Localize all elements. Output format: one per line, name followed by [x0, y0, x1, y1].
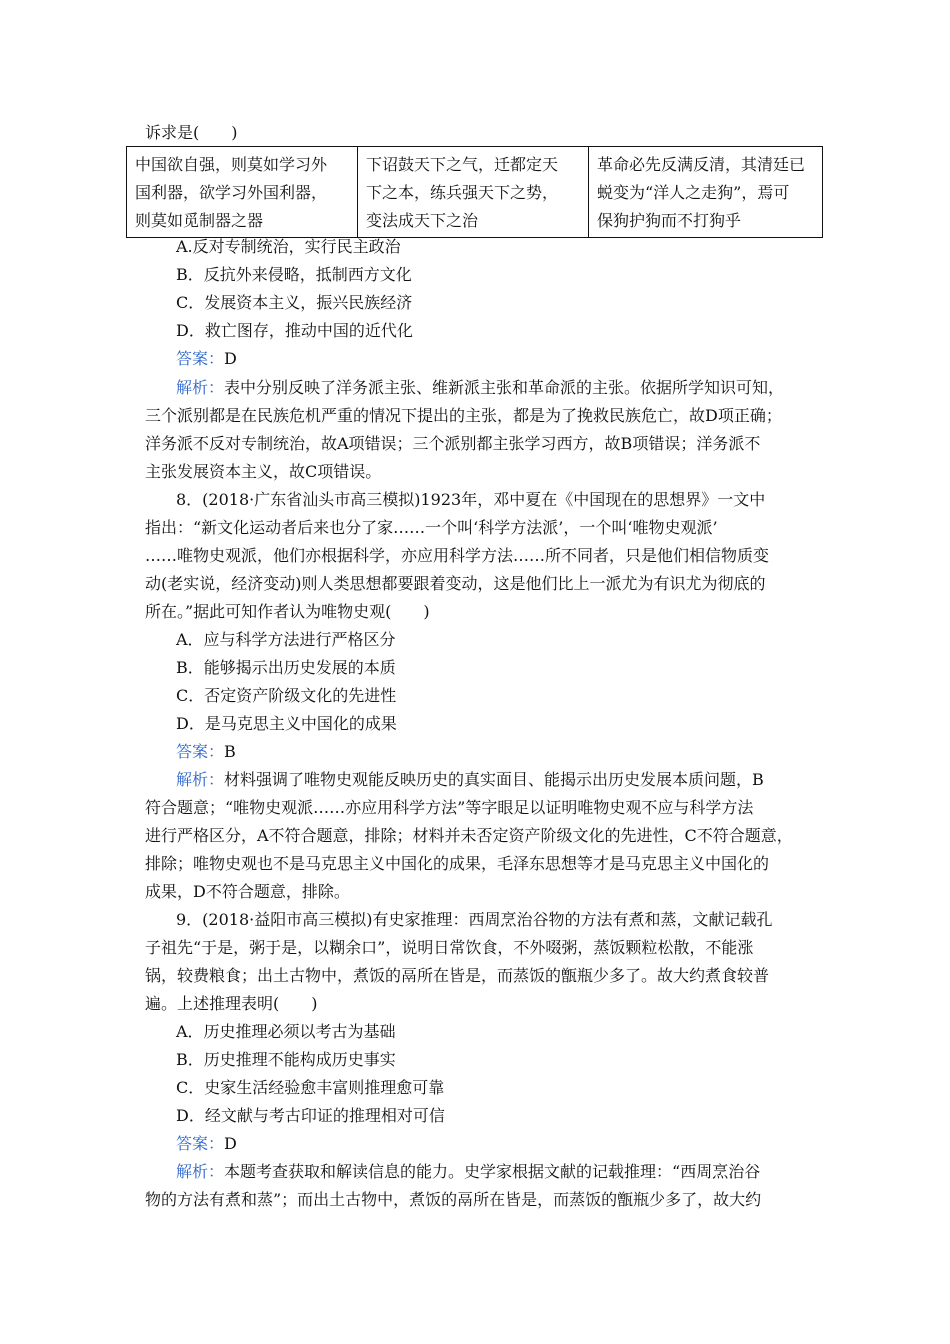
q9-analysis-line: 物的方法有煮和蒸”；而出土古物中，煮饭的鬲所在皆是，而蒸饭的甑瓶少多了，故大约: [145, 1190, 762, 1209]
q8-analysis-line: [176, 770, 764, 792]
q8-option-a: A．应与科学方法进行严格区分: [176, 630, 396, 649]
q8-stem-line: ……唯物史观派，他们亦根据科学，亦应用科学方法……所不同者，只是他们相信物质变: [145, 546, 770, 565]
q8-option-d: D．是马克思主义中国化的成果: [176, 714, 397, 733]
analysis-label: 解析：: [176, 1162, 225, 1181]
q7-option-a: A.反对专制统治，实行民主政治: [176, 237, 401, 256]
q9-option-c: C．史家生活经验愈丰富则推理愈可靠: [176, 1078, 445, 1097]
q9-stem-line: 子祖先“于是，粥于是，以糊余口”，说明日常饮食，不外啜粥，蒸饭颗粒松散，不能涨: [145, 938, 754, 957]
q9-option-d: D．经文献与考古印证的推理相对可信: [176, 1106, 445, 1125]
table-cell-yangwu: [127, 147, 358, 238]
q9-stem-line: 9．(2018·益阳市高三模拟)有史家推理：西周烹治谷物的方法有煮和蒸，文献记载孔: [176, 910, 773, 929]
q7-stem-tail: 诉求是( ): [145, 123, 238, 142]
cell-line: 下诏鼓天下之气，迁都定天: [366, 155, 559, 174]
q9-option-a: A．历史推理必须以考古为基础: [176, 1022, 396, 1041]
answer-label: 答案：: [176, 1134, 225, 1153]
q7-analysis-line: 三个派别都是在民族危机严重的情况下提出的主张，都是为了挽救民族危亡，故D项正确；: [145, 406, 782, 425]
cell-line: 则莫如觅制器之器: [135, 211, 264, 230]
q8-stem-line: 动(老实说，经济变动)则人类思想都要跟着变动，这是他们比上一派尤为有识尤为彻底的: [145, 574, 766, 593]
table-cell-geming: [589, 147, 823, 238]
q9-option-b: B．历史推理不能构成历史事实: [176, 1050, 396, 1069]
q8-analysis-line: 排除；唯物史观也不是马克思主义中国化的成果，毛泽东思想等才是马克思主义中国化的: [145, 854, 770, 873]
cell-line: 保狗护狗而不打狗乎: [597, 211, 742, 230]
analysis-text: 本题考查获取和解读信息的能力。史学家根据文献的记载推理：“西周烹治谷: [224, 1162, 761, 1181]
analysis-text: 材料强调了唯物史观能反映历史的真实面目、能揭示出历史发展本质问题，B: [224, 770, 764, 789]
q9-analysis-line: [176, 1162, 760, 1184]
cell-line: 蜕变为“洋人之走狗”，焉可: [597, 183, 790, 202]
answer-value: B: [224, 742, 236, 761]
q7-option-d: D．救亡图存，推动中国的近代化: [176, 321, 413, 340]
q8-stem-line: 所在。”据此可知作者认为唯物史观( ): [145, 602, 430, 621]
q7-analysis-line: 洋务派不反对专制统治，故A项错误；三个派别都主张学习西方，故B项错误；洋务派不: [145, 434, 761, 453]
q8-analysis-line: 成果，D不符合题意，排除。: [145, 882, 350, 901]
q8-stem-line: 指出：“新文化运动者后来也分了家……一个叫‘科学方法派’，一个叫‘唯物史观派’: [145, 518, 718, 537]
q7-analysis-line: 主张发展资本主义，故C项错误。: [145, 462, 382, 481]
answer-label: 答案：: [176, 742, 225, 761]
analysis-label: 解析：: [176, 378, 225, 397]
q8-analysis-line: 进行严格区分，A不符合题意，排除；材料并未否定资产阶级文化的先进性，C不符合题意，: [145, 826, 793, 845]
q7-answer: [176, 349, 237, 371]
q9-stem-line: 遍。上述推理表明( ): [145, 994, 318, 1013]
analysis-label: 解析：: [176, 770, 225, 789]
cell-line: 革命必先反满反清，其清廷已: [597, 155, 806, 174]
q7-option-b: B．反抗外来侵略，抵制西方文化: [176, 265, 412, 284]
table-cell-weixin: [358, 147, 589, 238]
q8-option-c: C．否定资产阶级文化的先进性: [176, 686, 397, 705]
cell-line: 变法成天下之治: [366, 211, 479, 230]
q8-option-b: B．能够揭示出历史发展的本质: [176, 658, 396, 677]
cell-line: 下之本，练兵强天下之势，: [366, 183, 559, 202]
q9-stem-line: 锅，较费粮食；出土古物中，煮饭的鬲所在皆是，而蒸饭的甑瓶少多了。故大约煮食较普: [145, 966, 770, 985]
cell-line: 中国欲自强，则莫如学习外: [135, 155, 328, 174]
cell-line: 国利器，欲学习外国利器，: [135, 183, 328, 202]
q8-stem-line: 8．(2018·广东省汕头市高三模拟)1923年，邓中夏在《中国现在的思想界》一文中: [176, 490, 766, 509]
answer-value: D: [224, 349, 237, 368]
q7-analysis-line: [176, 378, 784, 400]
answer-label: 答案：: [176, 349, 225, 368]
q7-option-c: C．发展资本主义，振兴民族经济: [176, 293, 413, 312]
answer-value: D: [224, 1134, 237, 1153]
q7-material-table: [126, 146, 823, 238]
q8-answer: [176, 742, 236, 764]
analysis-text: 表中分别反映了洋务派主张、维新派主张和革命派的主张。依据所学知识可知，: [224, 378, 785, 397]
q8-analysis-line: 符合题意；“唯物史观派……亦应用科学方法”等字眼足以证明唯物史观不应与科学方法: [145, 798, 754, 817]
q9-answer: [176, 1134, 237, 1156]
